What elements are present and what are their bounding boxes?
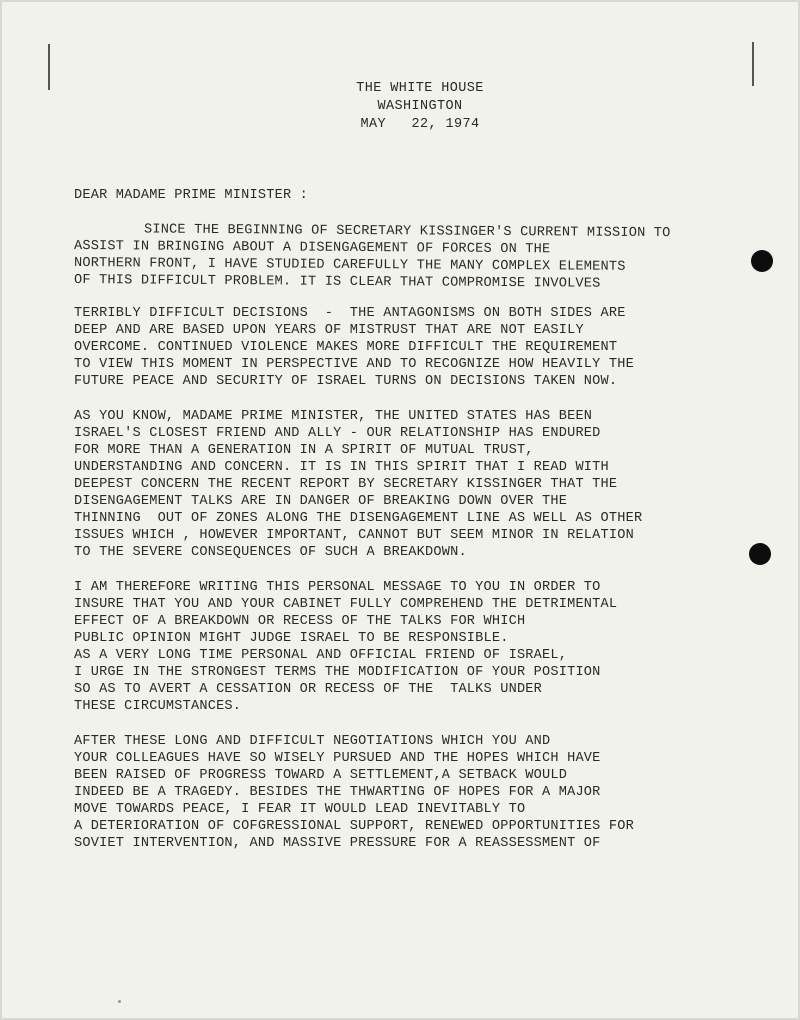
paragraph-line: ISSUES WHICH , HOWEVER IMPORTANT, CANNOT BUT SEEM MINOR IN RELATION <box>74 528 634 543</box>
paragraph-line: BEEN RAISED OF PROGRESS TOWARD A SETTLEMENT,A SETBACK WOULD <box>74 768 568 783</box>
paragraph-line: ISRAEL'S CLOSEST FRIEND AND ALLY - OUR RELATIONSHIP HAS ENDURED <box>74 426 601 441</box>
paragraph-line: SOVIET INTERVENTION, AND MASSIVE PRESSURE FOR A REASSESSMENT OF <box>74 836 601 851</box>
paragraph-line: OVERCOME. CONTINUED VIOLENCE MAKES MORE DIFFICULT THE REQUIREMENT <box>74 340 618 355</box>
paragraph-line: NORTHERN FRONT, I HAVE STUDIED CAREFULLY THE MANY COMPLEX ELEMENTS <box>73 256 626 275</box>
paragraph-3 <box>74 408 774 561</box>
paragraph-4 <box>74 579 774 715</box>
paragraph-line: DEEPEST CONCERN THE RECENT REPORT BY SECRETARY KISSINGER THAT THE <box>74 477 618 492</box>
paragraph-line: INSURE THAT YOU AND YOUR CABINET FULLY COMPREHEND THE DETRIMENTAL <box>74 597 618 612</box>
salutation: DEAR MADAME PRIME MINISTER : <box>74 188 309 203</box>
letterhead <box>0 80 800 134</box>
letter-date: MAY 22, 1974 <box>360 117 480 132</box>
paragraph-line: EFFECT OF A BREAKDOWN OR RECESS OF THE TALKS FOR WHICH <box>74 614 526 629</box>
paragraph-line: TO THE SEVERE CONSEQUENCES OF SUCH A BREAKDOWN. <box>74 545 467 560</box>
paragraph-line: THESE CIRCUMSTANCES. <box>74 699 242 714</box>
paragraph-line: TERRIBLY DIFFICULT DECISIONS - THE ANTAGONISMS ON BOTH SIDES ARE <box>74 306 626 321</box>
paragraph-1 <box>73 221 774 292</box>
paragraph-line: THINNING OUT OF ZONES ALONG THE DISENGAGEMENT LINE AS WELL AS OTHER <box>74 511 643 526</box>
paragraph-line: AS A VERY LONG TIME PERSONAL AND OFFICIAL FRIEND OF ISRAEL, <box>74 648 568 663</box>
paragraph-line: TO VIEW THIS MOMENT IN PERSPECTIVE AND TO RECOGNIZE HOW HEAVILY THE <box>74 357 634 372</box>
paragraph-line: FUTURE PEACE AND SECURITY OF ISRAEL TURNS ON DECISIONS TAKEN NOW. <box>74 374 618 389</box>
paragraph-line: A DETERIORATION OF COFGRESSIONAL SUPPORT, RENEWED OPPORTUNITIES FOR <box>74 819 634 834</box>
paper-speck <box>118 1000 121 1003</box>
paragraph-line: DEEP AND ARE BASED UPON YEARS OF MISTRUST THAT ARE NOT EASILY <box>74 323 584 338</box>
paragraph-line: AS YOU KNOW, MADAME PRIME MINISTER, THE UNITED STATES HAS BEEN <box>74 409 593 424</box>
paragraph-2 <box>74 305 774 390</box>
paragraph-line: INDEED BE A TRAGEDY. BESIDES THE THWARTING OF HOPES FOR A MAJOR <box>74 785 601 800</box>
paragraph-line: FOR MORE THAN A GENERATION IN A SPIRIT OF MUTUAL TRUST, <box>74 443 534 458</box>
paragraph-5 <box>74 733 774 852</box>
paragraph-line: SINCE THE BEGINNING OF SECRETARY KISSINGER'S CURRENT MISSION TO <box>143 222 671 242</box>
paragraph-line: MOVE TOWARDS PEACE, I FEAR IT WOULD LEAD INEVITABLY TO <box>74 802 526 817</box>
paragraph-line: DISENGAGEMENT TALKS ARE IN DANGER OF BREAKING DOWN OVER THE <box>74 494 568 509</box>
paragraph-line: AFTER THESE LONG AND DIFFICULT NEGOTIATIONS WHICH YOU AND <box>74 734 551 749</box>
paragraph-line: YOUR COLLEAGUES HAVE SO WISELY PURSUED AND THE HOPES WHICH HAVE <box>74 751 601 766</box>
letterhead-line2: WASHINGTON <box>377 99 463 114</box>
paragraph-line: I URGE IN THE STRONGEST TERMS THE MODIFICATION OF YOUR POSITION <box>74 665 601 680</box>
paragraph-line: UNDERSTANDING AND CONCERN. IT IS IN THIS SPIRIT THAT I READ WITH <box>74 460 609 475</box>
letter-body <box>74 187 774 870</box>
paragraph-line: SO AS TO AVERT A CESSATION OR RECESS OF THE TALKS UNDER <box>74 682 543 697</box>
paragraph-line: I AM THEREFORE WRITING THIS PERSONAL MESSAGE TO YOU IN ORDER TO <box>74 580 601 595</box>
letterhead-line1: THE WHITE HOUSE <box>356 81 484 96</box>
paragraph-line: PUBLIC OPINION MIGHT JUDGE ISRAEL TO BE RESPONSIBLE. <box>74 631 509 646</box>
paragraph-line: OF THIS DIFFICULT PROBLEM. IT IS CLEAR THAT COMPROMISE INVOLVES <box>73 273 601 292</box>
paragraph-line: ASSIST IN BRINGING ABOUT A DISENGAGEMENT OF FORCES ON THE <box>73 239 551 258</box>
